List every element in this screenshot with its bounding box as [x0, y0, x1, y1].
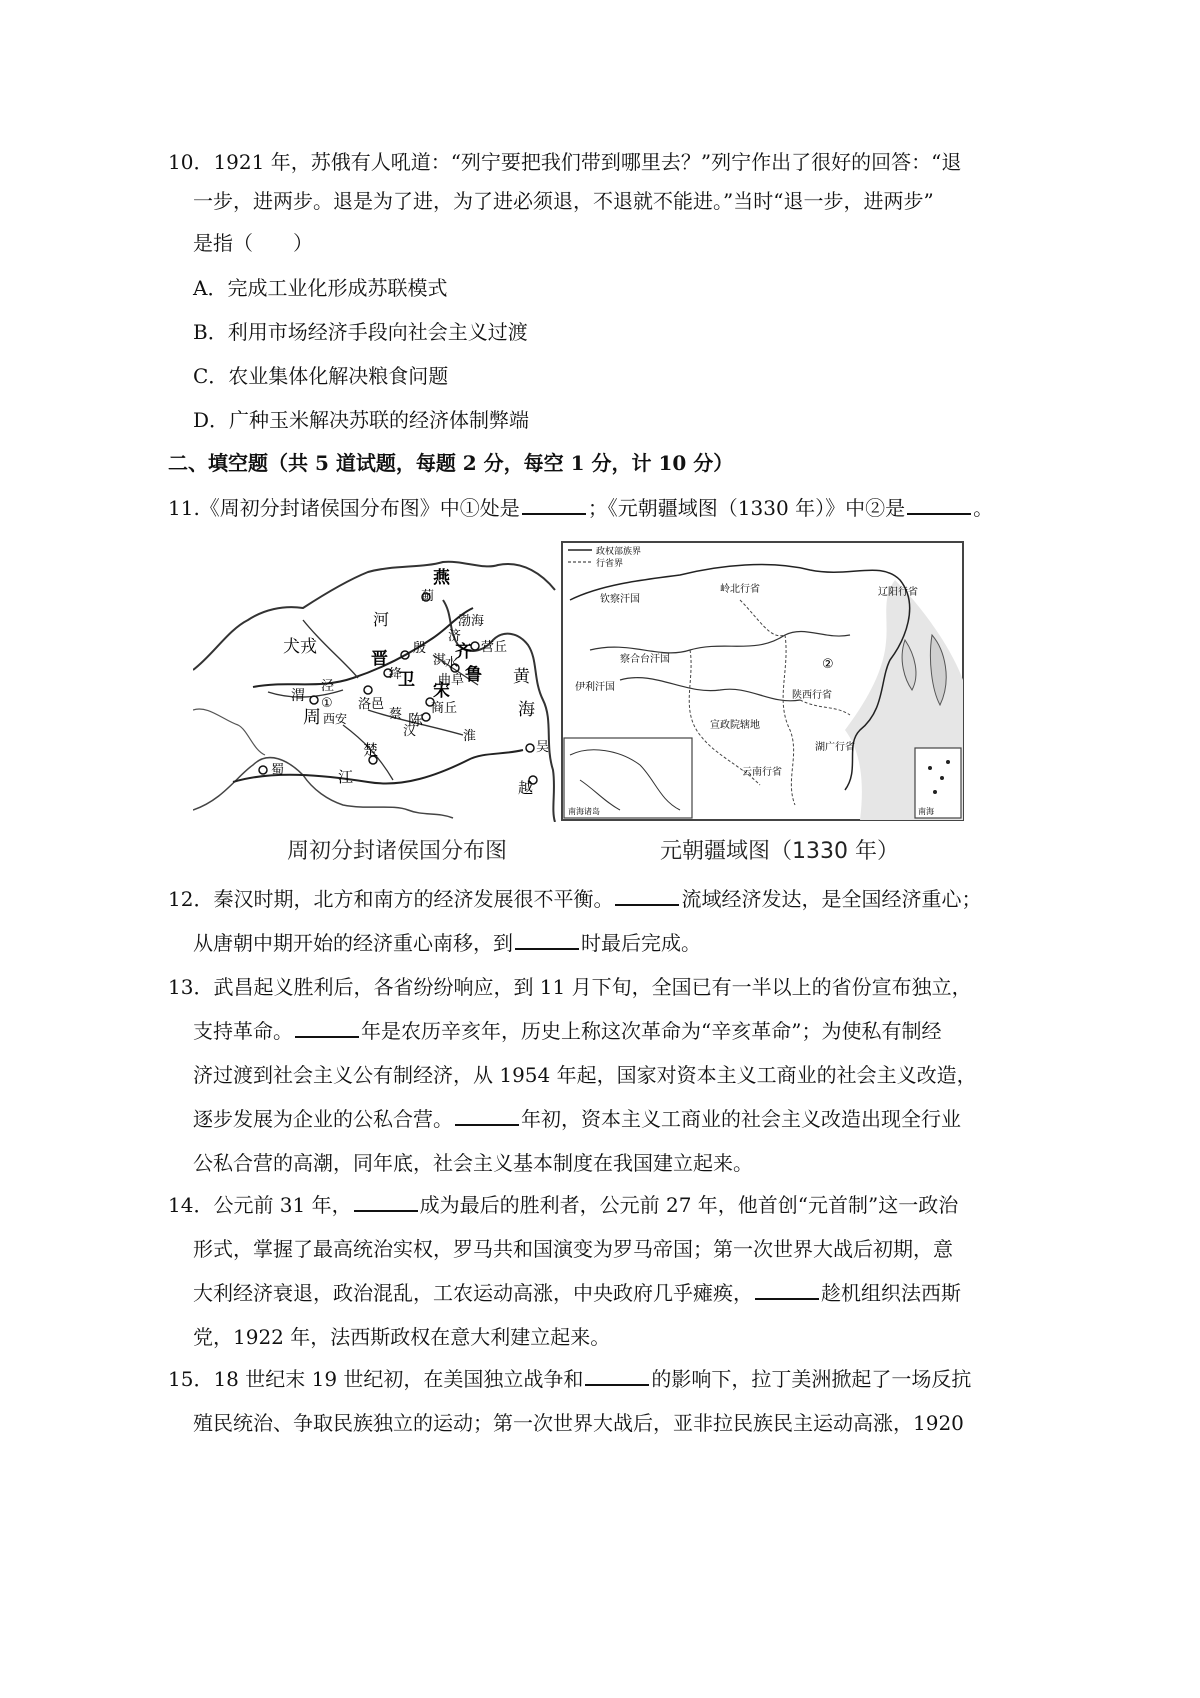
q13-blank-2[interactable]: [455, 1106, 519, 1126]
map-label-zhou: 周: [303, 707, 321, 728]
map-label-hainan: 南海: [918, 807, 934, 816]
map-label-luoyi: 洛邑: [358, 697, 385, 712]
map-label-shu: 蜀: [271, 763, 285, 778]
map-label-lu: 鲁: [465, 665, 482, 685]
map-label-circle1: ①: [321, 696, 333, 711]
map-label-tibet: 宣政院辖地: [710, 720, 760, 731]
map-label-qi: 齐: [455, 642, 472, 662]
map-label-han: 汉: [403, 724, 417, 739]
q10-line-3: 是指（ ）: [193, 231, 313, 255]
zhou-map-caption: 周初分封诸侯国分布图: [287, 839, 508, 864]
map-label-jiang: 江: [338, 768, 354, 786]
map-label-legend2: 行省界: [596, 559, 624, 569]
q10-line-1: 10．1921 年，苏俄有人吼道：“列宁要把我们带到哪里去？”列宁作出了很好的回答：“退: [168, 150, 962, 174]
map-label-chagatai: 察合台汗国: [620, 654, 670, 665]
q10-option-d[interactable]: D．广种玉米解决苏联的经济体制弊端: [193, 408, 530, 432]
map-label-wu: 吴: [536, 740, 550, 755]
map-label-qinghai: 钦察汗国: [600, 594, 640, 605]
map-label-song: 宋: [433, 681, 450, 701]
map-label-chu: 楚: [363, 741, 379, 759]
yuan-map-caption: 元朝疆域图（1330 年）: [660, 839, 899, 864]
map-label-yue: 越: [518, 779, 534, 797]
map-label-cai: 蔡: [389, 707, 403, 722]
map-label-qufu: 曲阜: [438, 673, 465, 688]
q13-line-3: 济过渡到社会主义公有制经济，从 1954 年起，国家对资本主义工商业的社会主义改造，: [193, 1063, 977, 1087]
map-label-shangqiu: 商丘: [431, 701, 458, 716]
q11-blank-1[interactable]: [522, 495, 586, 515]
map-label-yunnan: 云南行省: [742, 767, 782, 778]
q14-line-2: 形式，掌握了最高统治实权，罗马共和国演变为罗马帝国；第一次世界大战后初期，意: [193, 1237, 953, 1261]
map-label-huai: 淮: [463, 729, 477, 744]
q11-blank-2[interactable]: [907, 495, 971, 515]
map-label-shaanxi: 陕西行省: [792, 690, 832, 701]
map-label-legend1: 政权部族界: [596, 547, 642, 557]
map-label-yan: 燕: [433, 568, 450, 588]
q14-blank-2[interactable]: [755, 1280, 819, 1300]
map-label-jin: 晋: [371, 649, 388, 669]
map-label-yin: 殷: [413, 641, 427, 656]
map-label-inset: 南海诸岛: [568, 807, 600, 816]
q14-line-4: 党，1922 年，法西斯政权在意大利建立起来。: [193, 1325, 611, 1349]
q11-text-3: 。: [973, 496, 994, 520]
map-label-huguang: 湖广行省: [815, 742, 855, 753]
q14-line-3: 大利经济衰退，政治混乱，工农运动高涨，中央政府几乎瘫痪， 趁机组织法西斯: [193, 1281, 961, 1305]
map-label-chen: 陈: [408, 711, 424, 729]
q11-text-1: 11.《周初分封诸侯国分布图》中①处是: [168, 496, 520, 520]
map-label-liaoyang: 辽阳行省: [878, 587, 918, 598]
map-label-wei-state: 卫: [398, 670, 415, 690]
section-2-title: 二、填空题（共 5 道试题，每题 2 分，每空 1 分，计 10 分）: [168, 451, 734, 475]
q11-line: [168, 494, 993, 522]
q11-text-2: ；《元朝疆域图（1330 年）》中②是: [587, 496, 906, 520]
map-label-xian: 西安: [323, 712, 348, 726]
q10-option-b[interactable]: B．利用市场经济手段向社会主义过渡: [193, 320, 528, 344]
q13-blank-1[interactable]: [295, 1018, 359, 1038]
zhou-fiefs-map: [193, 560, 558, 822]
map-label-jing: 泾: [321, 679, 335, 694]
map-label-huang: 黄: [513, 667, 530, 687]
q13-line-5: 公私合营的高潮，同年底，社会主义基本制度在我国建立起来。: [193, 1151, 753, 1175]
q12-line-1: 12．秦汉时期，北方和南方的经济发展很不平衡。 流域经济发达，是全国经济重心；: [168, 887, 982, 911]
q15-line-1: 15．18 世纪末 19 世纪初，在美国独立战争和 的影响下，拉丁美洲掀起了一场反抗: [168, 1367, 972, 1391]
map-label-wei-river: 渭: [291, 688, 305, 704]
q13-line-2: 支持革命。 年是农历辛亥年，历史上称这次革命为“辛亥革命”；为使私有制经: [193, 1019, 942, 1043]
map-label-circle2: ②: [822, 657, 834, 672]
q10-option-a[interactable]: A．完成工业化形成苏联模式: [193, 276, 448, 300]
map-label-jiang-city: 绛: [389, 667, 403, 682]
q10-line-2: 一步，进两步。退是为了进，为了进必须退，不退就不能进。”当时“退一步，进两步”: [193, 189, 934, 213]
map-label-hai: 海: [518, 700, 535, 720]
map-label-ji: 蓟: [421, 589, 435, 604]
map-label-qi-water: 淇: [433, 653, 447, 668]
map-label-jishui: 济: [448, 629, 462, 644]
map-label-bohai: 渤海: [458, 614, 485, 629]
q10-option-c[interactable]: C．农业集体化解决粮食问题: [193, 364, 449, 388]
map-label-quanrong: 犬戎: [283, 637, 317, 657]
map-label-he: 河: [373, 610, 390, 629]
q13-line-1: 13．武昌起义胜利后，各省纷纷响应，到 11 月下旬，全国已有一半以上的省份宣布独立，: [168, 975, 972, 999]
q15-line-2: 殖民统治、争取民族独立的运动；第一次世界大战后，亚非拉民族民主运动高涨，1920: [193, 1411, 964, 1435]
yuan-map: [560, 540, 965, 822]
map-label-yingqiu: 营丘: [481, 640, 508, 655]
q15-blank-1[interactable]: [585, 1366, 649, 1386]
map-label-hebei: 岭北行省: [720, 584, 760, 595]
map-label-shui: 水: [445, 656, 459, 671]
q14-blank-1[interactable]: [354, 1192, 418, 1212]
q14-line-1: 14．公元前 31 年， 成为最后的胜利者，公元前 27 年，他首创“元首制”这一政治: [168, 1193, 959, 1217]
q12-blank-2[interactable]: [515, 930, 579, 950]
q13-line-4: 逐步发展为企业的公私合营。 年初，资本主义工商业的社会主义改造出现全行业: [193, 1107, 961, 1131]
map-label-ilkhan: 伊利汗国: [575, 682, 615, 693]
q12-blank-1[interactable]: [615, 886, 679, 906]
q12-line-2: 从唐朝中期开始的经济重心南移，到 时最后完成。: [193, 931, 701, 955]
